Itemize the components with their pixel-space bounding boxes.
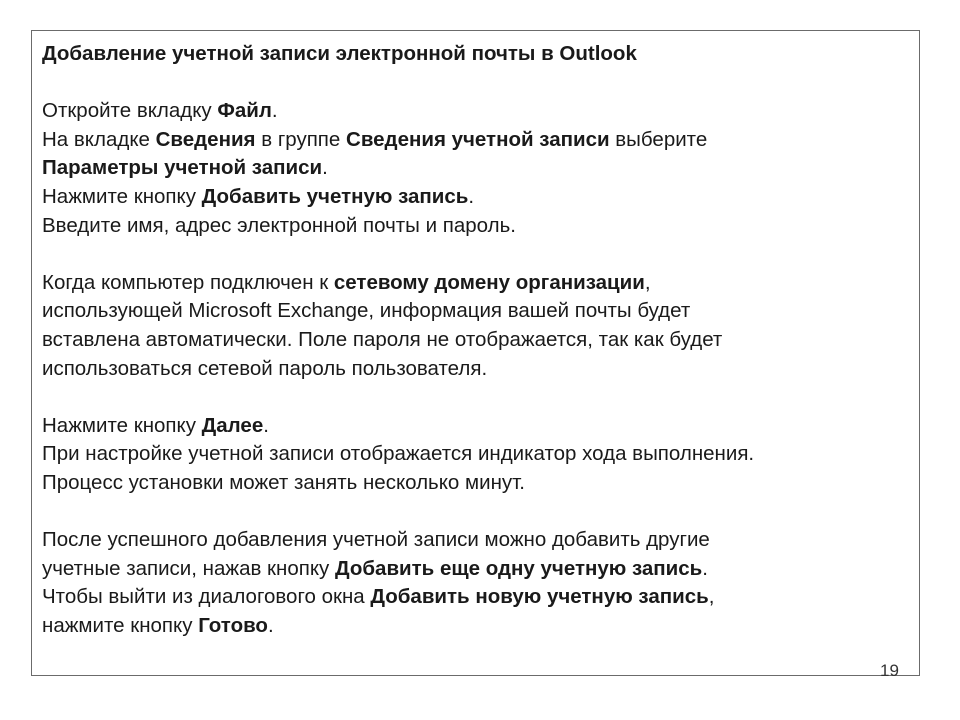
bold-term-network-domain: сетевому домену организации	[333, 270, 645, 294]
instruction-account-settings	[42, 154, 902, 183]
bold-term-account-settings: Параметры учетной записи	[42, 156, 323, 180]
bold-term-add-another-account: Добавить еще одну учетную запись	[335, 556, 703, 580]
text-run: Нажмите кнопку	[42, 413, 202, 437]
text-run: .	[271, 99, 278, 123]
text-run: Нажмите кнопку	[42, 184, 202, 208]
slide-title: Добавление учетной записи электронной почты в Outlook	[42, 42, 637, 65]
text-run: нажмите кнопку	[42, 613, 199, 637]
text-run: Откройте вкладку	[42, 99, 218, 123]
text-run: учетные записи, нажав кнопку	[42, 556, 335, 580]
text-run: .	[468, 184, 475, 208]
instruction-next	[42, 412, 902, 441]
spacer	[42, 240, 902, 269]
spacer	[42, 498, 902, 527]
bold-term-file: Файл	[217, 99, 272, 123]
duration-note: Процесс установки может занять несколько минут.	[42, 470, 525, 494]
text-run: .	[702, 556, 708, 580]
domain-paragraph-line-4: использоваться сетевой пароль пользователя.	[42, 356, 488, 380]
slide-content	[42, 40, 902, 640]
text-run: в группе	[255, 127, 347, 151]
text-run: .	[263, 413, 269, 437]
instruction-add-account	[42, 183, 902, 212]
instruction-enter-credentials: Введите имя, адрес электронной почты и пароль.	[42, 213, 516, 237]
bold-term-done: Готово	[198, 613, 268, 637]
spacer	[42, 383, 902, 412]
text-run: выберите	[609, 127, 708, 151]
text-run: ,	[708, 585, 715, 609]
after-success-line-1: После успешного добавления учетной записи можно добавить другие	[42, 528, 710, 552]
after-success-line-2	[42, 555, 902, 584]
text-run: Чтобы выйти из диалогового окна	[42, 585, 371, 609]
instruction-info-tab	[42, 126, 902, 155]
domain-paragraph-line-1	[42, 269, 902, 298]
after-success-line-4	[42, 612, 902, 641]
bold-term-next: Далее	[201, 413, 264, 437]
bold-term-info: Сведения	[155, 127, 256, 151]
page-number: 19	[880, 661, 899, 680]
text-run: Когда компьютер подключен к	[42, 270, 334, 294]
bold-term-account-info: Сведения учетной записи	[346, 127, 610, 151]
progress-note: При настройке учетной записи отображается индикатор хода выполнения.	[42, 442, 755, 466]
text-run: .	[267, 613, 274, 637]
bold-term-add-account: Добавить учетную запись	[201, 184, 469, 208]
text-run: На вкладке	[42, 127, 156, 151]
bold-term-add-new-account: Добавить новую учетную запись	[370, 585, 709, 609]
domain-paragraph-line-2: использующей Microsoft Exchange, информация вашей почты будет	[42, 299, 691, 323]
instruction-open-file-tab	[42, 97, 902, 126]
spacer	[42, 69, 902, 98]
text-run: .	[322, 156, 328, 180]
domain-paragraph-line-3: вставлена автоматически. Поле пароля не отображается, так как будет	[42, 327, 723, 351]
after-success-line-3	[42, 583, 902, 612]
text-run: ,	[644, 270, 651, 294]
